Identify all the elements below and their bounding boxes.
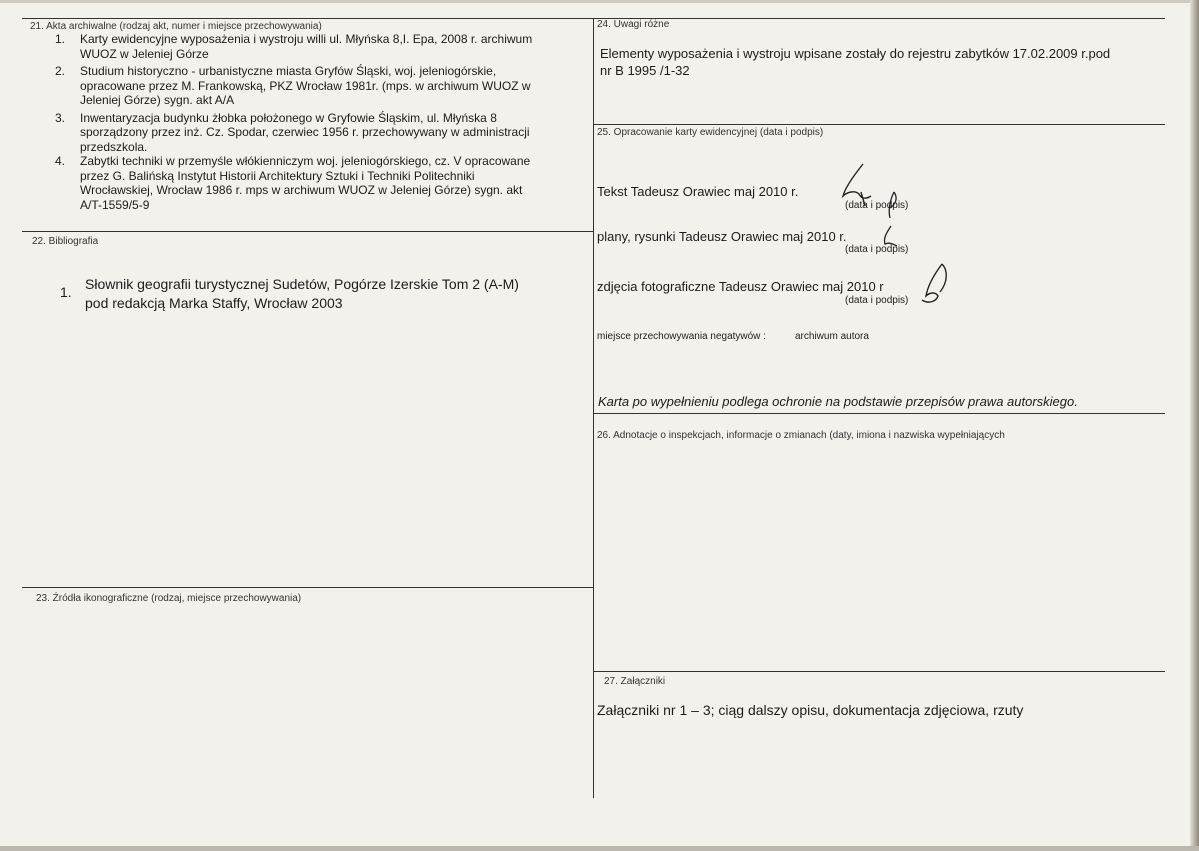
- author-text-row: Tekst Tadeusz Orawiec maj 2010 r.: [597, 184, 799, 199]
- bibliography-item-line: Słownik geografii turystycznej Sudetów, Pogórze Izerskie Tom 2 (A-M): [85, 276, 519, 292]
- section-24-header: 24. Uwagi różne: [597, 19, 670, 30]
- rule-21-22: [22, 231, 593, 232]
- author-photos-row: zdjęcia fotograficzne Tadeusz Orawiec maj 2010 r: [597, 279, 884, 294]
- rule-25-26: [593, 413, 1165, 414]
- section-23-header: 23. Źródła ikonograficzne (rodzaj, miejsce przechowywania): [36, 593, 302, 604]
- list-item: [55, 32, 585, 61]
- section-21-header: 21. Akta archiwalne (rodzaj akt, numer i miejsce przechowywania): [30, 21, 322, 32]
- copyright-notice: Karta po wypełnieniu podlega ochronie na podstawie przepisów prawa autorskiego.: [598, 394, 1078, 409]
- section-26-header: 26. Adnotacje o inspekcjach, informacje o zmianach (daty, imiona i nazwiska wypełniających: [597, 430, 1005, 441]
- remarks-text: Elementy wyposażenia i wystroju wpisane zostały do rejestru zabytków 17.02.2009 r.pod: [600, 46, 1111, 61]
- remarks-text: nr B 1995 /1-32: [600, 63, 690, 78]
- list-item: [55, 64, 585, 108]
- signature-mark: [877, 224, 907, 254]
- signature-mark: [880, 188, 920, 228]
- date-signature-caption: (data i podpis): [845, 295, 909, 306]
- list-item-number: 2.: [55, 64, 66, 78]
- list-item-line: Wrocławskiej, Wrocław 1986 r. mps w archiwum WUOZ w Jeleniej Górze) sygn. akt: [80, 183, 523, 197]
- list-item-line: Inwentaryzacja budynku żłobka położonego w Gryfowie Śląskim, ul. Młyńska 8: [80, 110, 497, 125]
- list-item-line: przedszkola.: [80, 139, 148, 154]
- negatives-value: archiwum autora: [795, 331, 869, 342]
- scan-edge-bottom: [0, 846, 1199, 851]
- list-item-line: A/T-1559/5-9: [80, 197, 150, 212]
- section-22-header: 22. Bibliografia: [32, 236, 99, 247]
- list-item-number: 1.: [55, 32, 66, 46]
- date-signature-caption: (data i podpis): [845, 244, 909, 255]
- list-item: [55, 111, 585, 155]
- bibliography-item-number: 1.: [60, 284, 72, 300]
- column-divider: [593, 18, 594, 798]
- scan-edge-right: [1190, 0, 1199, 851]
- scan-edge-top: [0, 0, 1199, 3]
- list-item-number: 4.: [55, 154, 66, 168]
- rule-26-27: [593, 671, 1165, 672]
- list-item-line: Karty ewidencyjne wyposażenia i wystroju willi ul. Młyńska 8,I. Epa, 2008 r. archiwum: [80, 32, 533, 46]
- rule-22-23: [22, 587, 593, 588]
- list-item: [55, 154, 585, 212]
- list-item-line: WUOZ w Jeleniej Górze: [80, 46, 209, 61]
- bibliography-item-line: pod redakcją Marka Staffy, Wrocław 2003: [85, 295, 343, 311]
- rule-24-25: [593, 124, 1165, 125]
- list-item-line: sporządzony przez inż. Cz. Spodar, czerwiec 1956 r. przechowywany w administracji: [80, 125, 530, 139]
- list-item-number: 3.: [55, 110, 66, 125]
- attachments-text: Załączniki nr 1 – 3; ciąg dalszy opisu, dokumentacja zdjęciowa, rzuty: [597, 702, 1024, 718]
- date-signature-caption: (data i podpis): [845, 200, 909, 211]
- section-25-header: 25. Opracowanie karty ewidencyjnej (data i podpis): [597, 127, 824, 138]
- author-plans-row: plany, rysunki Tadeusz Orawiec maj 2010 r.: [597, 229, 847, 244]
- section-21-list: [55, 32, 585, 212]
- list-item-line: Jeleniej Górze) sygn. akt A/A: [80, 93, 235, 107]
- negatives-label: miejsce przechowywania negatywów :: [597, 331, 766, 342]
- list-item-line: Zabytki techniki w przemyśle włókienniczym woj. jeleniogórskiego, cz. V opracowane: [80, 154, 531, 168]
- list-item-line: opracowane przez M. Frankowską, PKZ Wrocław 1981r. (mps. w archiwum WUOZ w: [80, 78, 531, 93]
- section-27-header: 27. Załączniki: [604, 676, 666, 687]
- list-item-line: Studium historyczno - urbanistyczne miasta Gryfów Śląski, woj. jeleniogórskie,: [80, 64, 497, 78]
- signature-mark: [912, 262, 962, 312]
- list-item-line: przez G. Balińską Instytut Historii Architektury Sztuki i Techniki Politechniki: [80, 168, 475, 183]
